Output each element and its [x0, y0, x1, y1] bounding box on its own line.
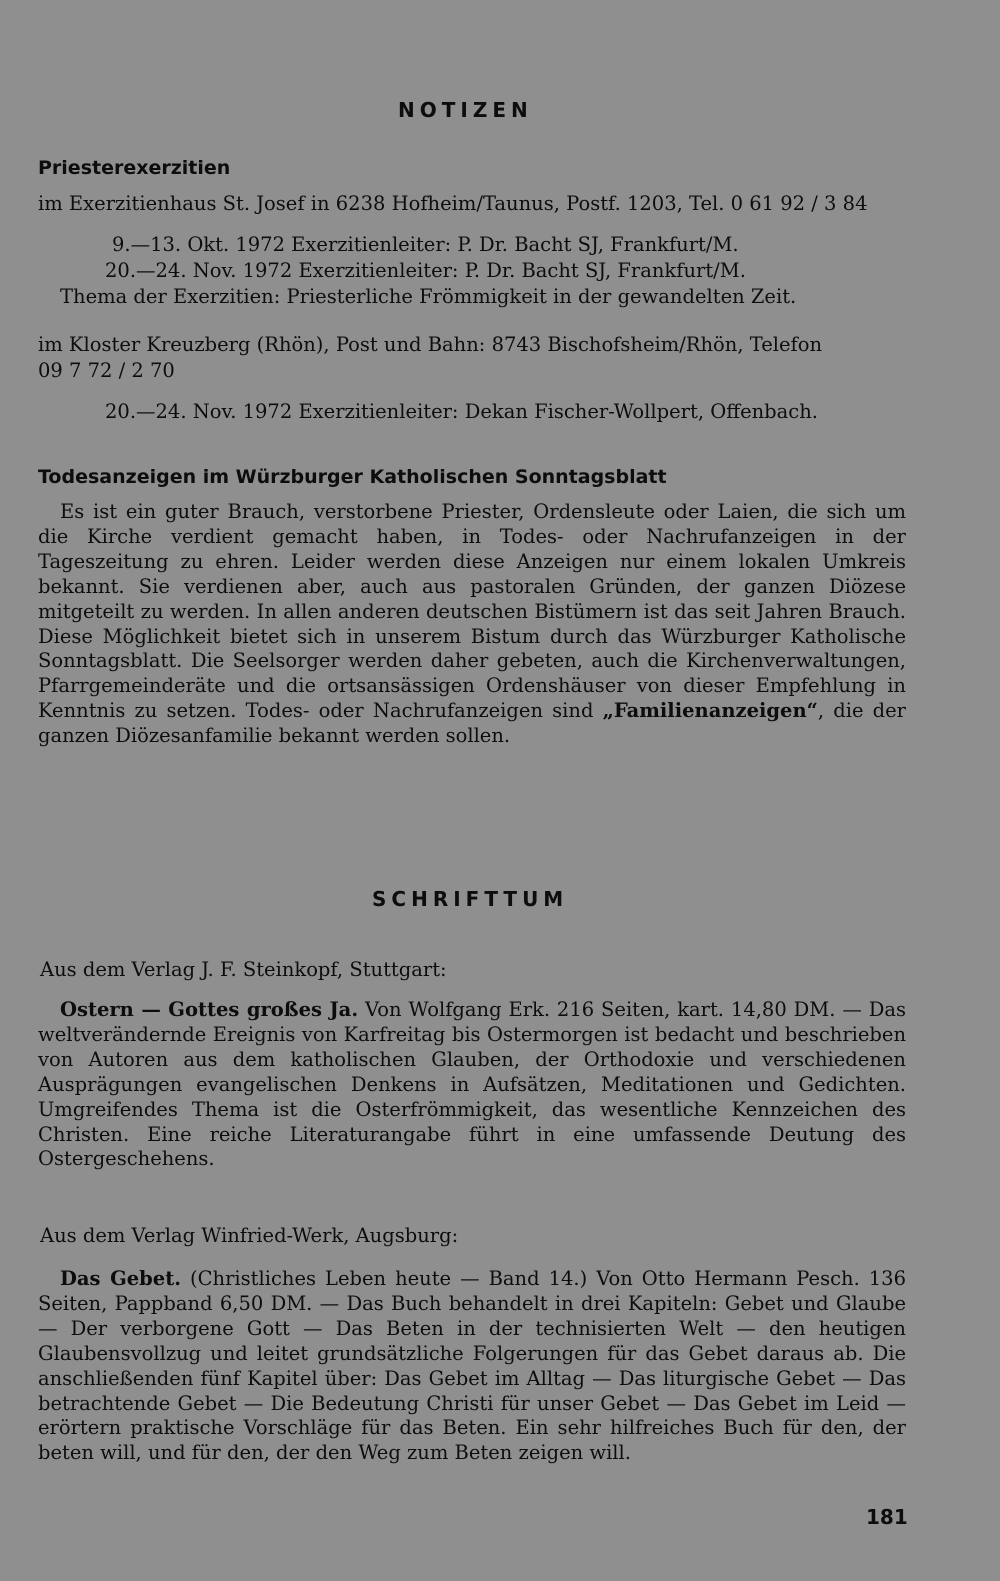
section-heading-notizen: NOTIZEN	[398, 98, 533, 122]
page-number: 181	[866, 1505, 908, 1529]
book-title: Ostern — Gottes großes Ja.	[60, 998, 359, 1021]
course-line: 20.—24. Nov. 1972 Exerzitienleiter: P. Dr. Bacht SJ, Frankfurt/M.	[105, 259, 746, 282]
book-title: Das Gebet.	[60, 1267, 182, 1290]
publisher-line: Aus dem Verlag J. F. Steinkopf, Stuttgart:	[40, 958, 447, 981]
todesanzeigen-paragraph: Es ist ein guter Brauch, verstorbene Priester, Ordensleute oder Laien, die sich um die Kirche verdient gemacht haben, in Todes- oder Nachrufanzeigen in der Tageszeitung zu ehren. Leider werden diese Anzeigen nur einem lokalen Umkreis bekannt. Sie verdienen aber, auch aus pastoralen Gründen, der ganzen Diözese mitgeteilt zu werden. In allen anderen deutschen Bistümern ist das seit Jahren Brauch. Diese Möglichkeit bietet sich in unserem Bistum durch das Würzburger Katholische Sonntagsblatt. Die Seelsorger werden daher gebeten, auch die Kirchenverwaltungen, Pfarrgemeinderäte und die ortsansässigen Ordenshäuser von dieser Empfehlung in Kenntnis zu setzen. Todes- oder Nachrufanzeigen sind „Familienanzeigen“, die der ganzen Diözesanfamilie bekannt werden sollen.	[38, 500, 907, 748]
course-line: 20.—24. Nov. 1972 Exerzitienleiter: Dekan Fischer-Wollpert, Offenbach.	[105, 400, 818, 423]
hofheim-address: im Exerzitienhaus St. Josef in 6238 Hofheim/Taunus, Postf. 1203, Tel. 0 61 92 / 3 84	[38, 192, 868, 215]
subheading-priesterexerzitien: Priesterexerzitien	[38, 157, 231, 179]
section-heading-schrifttum: SCHRIFTTUM	[372, 887, 569, 911]
book-review-ostern: Ostern — Gottes großes Ja. Von Wolfgang Erk. 216 Seiten, kart. 14,80 DM. — Das weltverändernde Ereignis von Karfreitag bis Ostermorgen ist bedacht und beschrieben von Autoren aus dem katholischen Glauben, der Orthodoxie und verschiedenen Ausprägungen evangelischen Denkens in Aufsätzen, Meditationen und Gedichten. Umgreifendes Thema ist die Osterfrömmigkeit, das wesentliche Kennzeichen des Christen. Eine reiche Literaturangabe führt in eine umfassende Deutung des Ostergeschehens.	[38, 998, 906, 1171]
publisher-line: Aus dem Verlag Winfried-Werk, Augsburg:	[40, 1224, 459, 1247]
book-review-gebet: Das Gebet. (Christliches Leben heute — Band 14.) Von Otto Hermann Pesch. 136 Seiten, Pappband 6,50 DM. — Das Buch behandelt in drei Kapiteln: Gebet und Glaube — Der verborgene Gott — Das Beten in der technisierten Welt — den heutigen Glaubensvollzug und leitet grundsätzliche Folgerungen für das Gebet daraus ab. Die anschließenden fünf Kapitel über: Das Gebet im Alltag — Das liturgische Gebet — Das betrachtende Gebet — Die Bedeutung Christi für unser Gebet — Das Gebet im Leid — erörtern praktische Vorschläge für das Beten. Ein sehr hilfreiches Buch für den, der beten will, und für den, der den Weg zum Beten zeigen will.	[38, 1267, 906, 1465]
course-line: 9.—13. Okt. 1972 Exerzitienleiter: P. Dr. Bacht SJ, Frankfurt/M.	[112, 233, 739, 256]
exerzitien-theme: Thema der Exerzitien: Priesterliche Frömmigkeit in der gewandelten Zeit.	[60, 285, 797, 308]
kreuzberg-phone: 09 7 72 / 2 70	[38, 359, 175, 382]
kreuzberg-address: im Kloster Kreuzberg (Rhön), Post und Bahn: 8743 Bischofsheim/Rhön, Telefon	[38, 333, 823, 356]
subheading-todesanzeigen: Todesanzeigen im Würzburger Katholischen Sonntagsblatt	[38, 466, 667, 488]
